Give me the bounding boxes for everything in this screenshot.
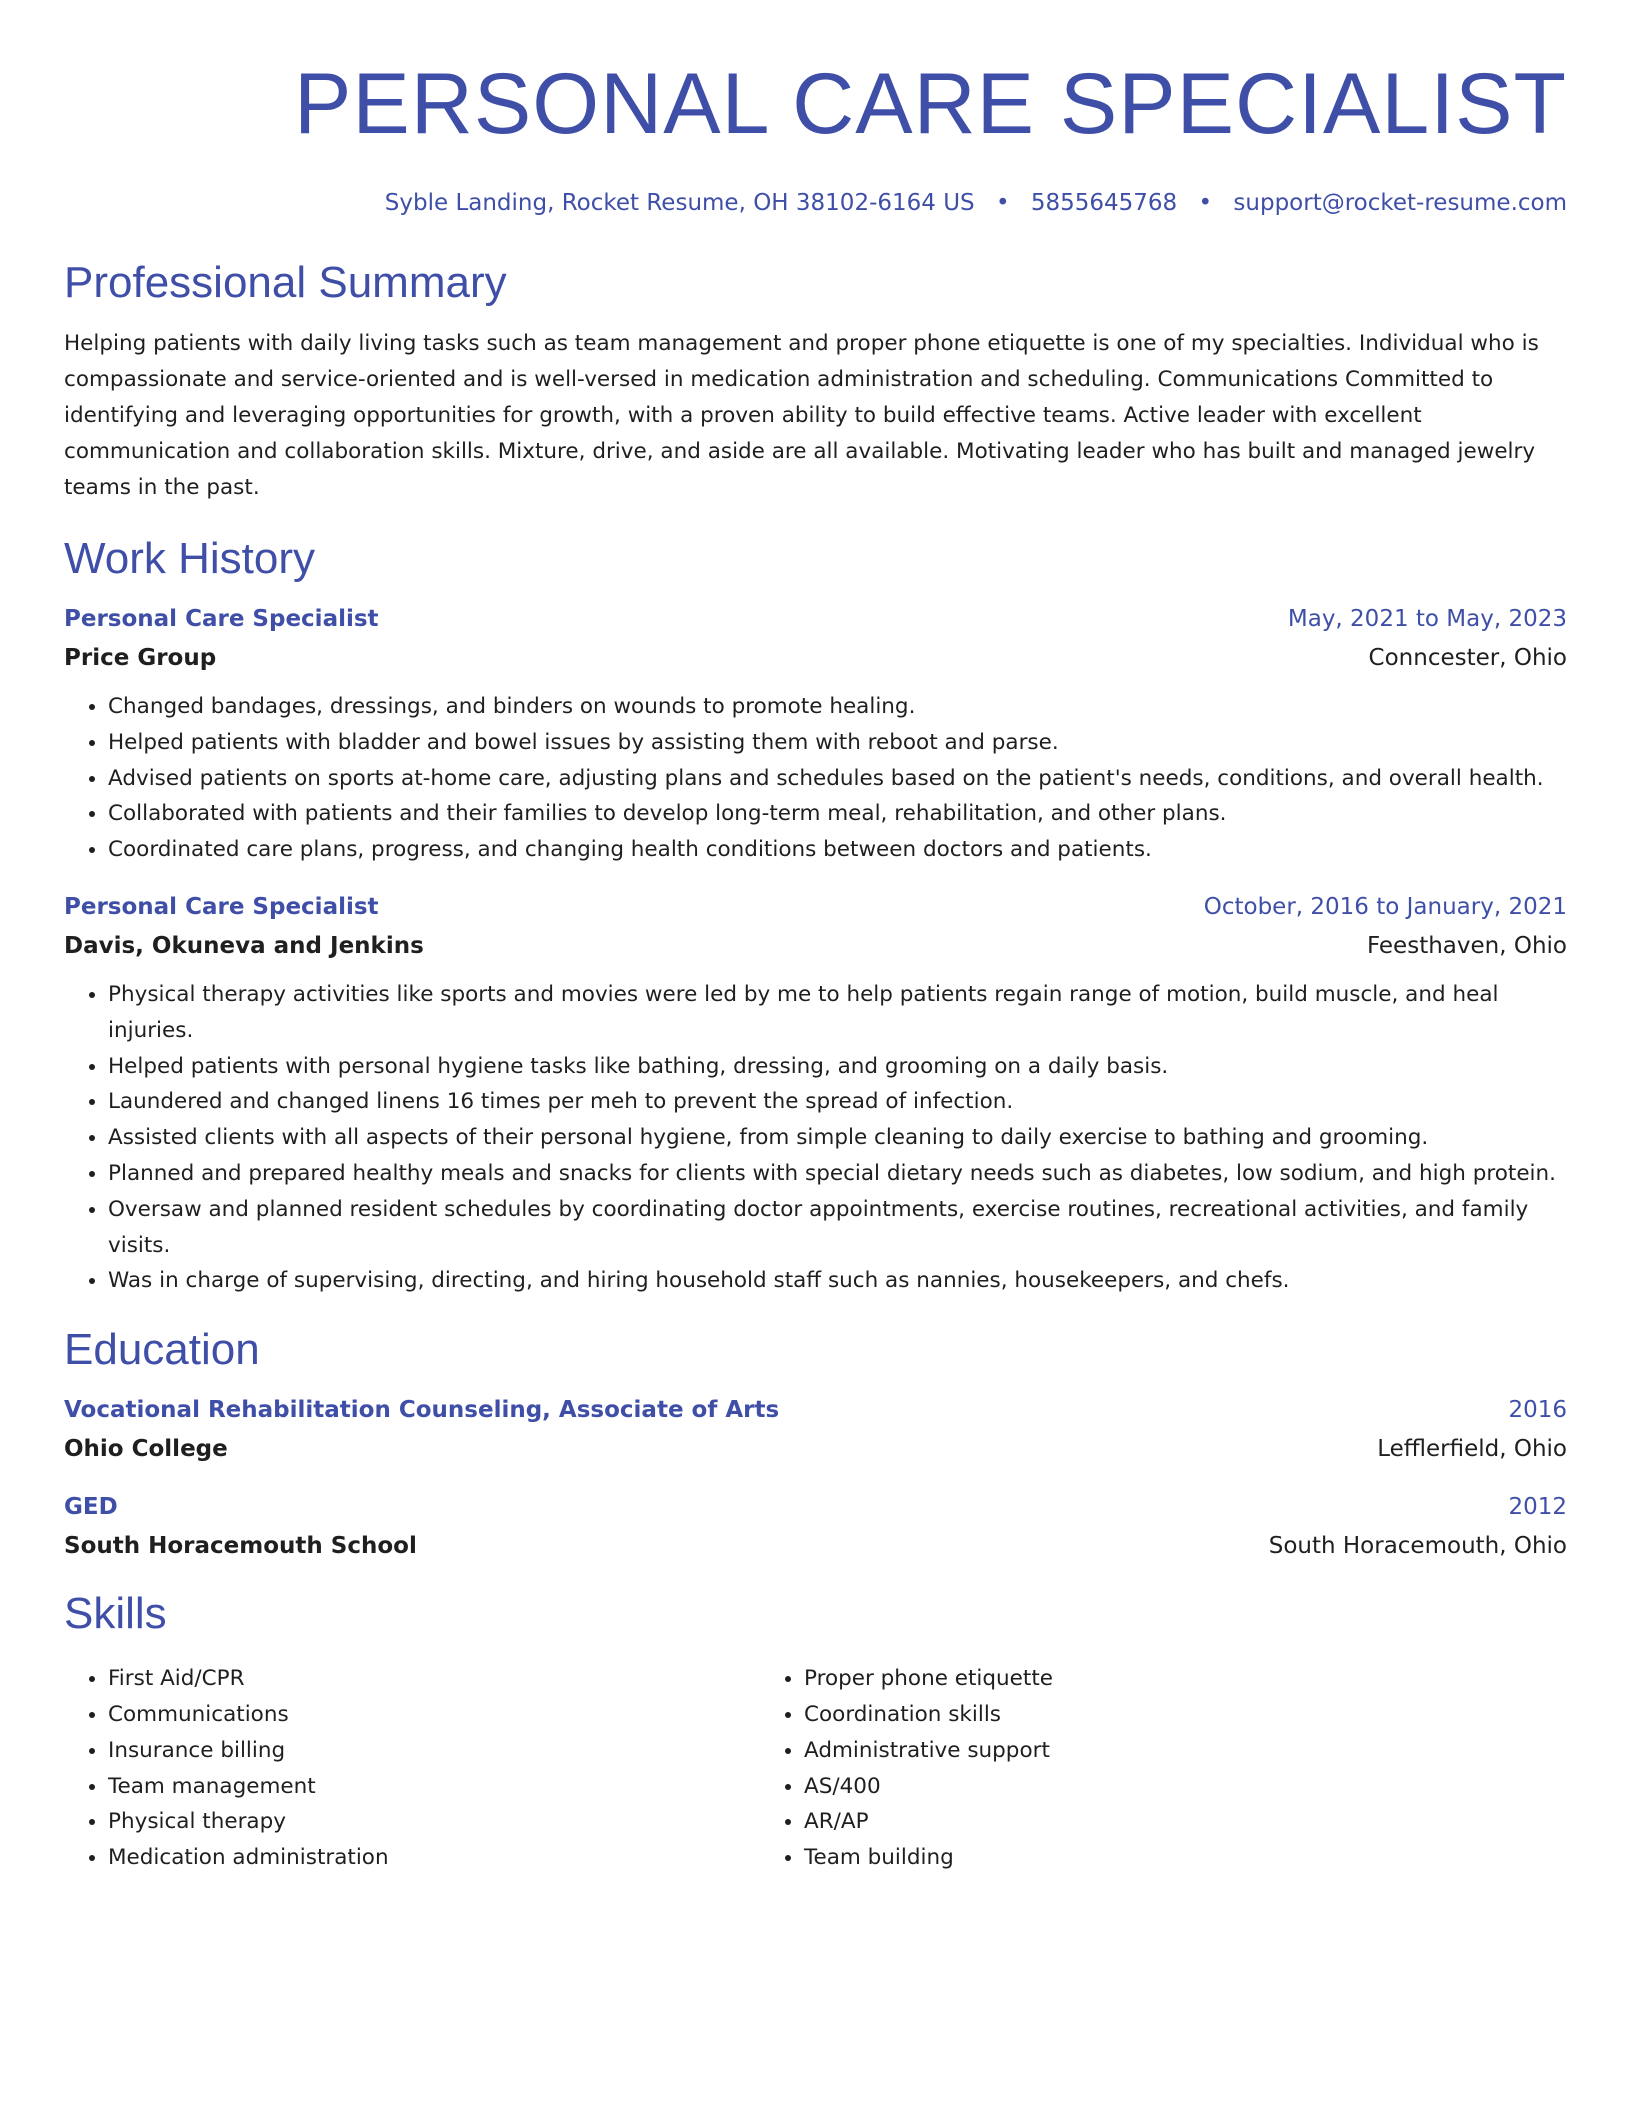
education-entry-subheader (64, 1434, 1567, 1464)
skill-item: • Team building (804, 1840, 1444, 1876)
list-item: • Helped patients with bladder and bowel issues by assisting them with reboot and parse. (108, 725, 1567, 761)
degree-name: Vocational Rehabilitation Counseling, Associate of Arts (64, 1397, 780, 1424)
list-item: • Coordinated care plans, progress, and changing health conditions between doctors and patients. (108, 832, 1567, 868)
graduation-year: 2016 (1508, 1397, 1567, 1424)
skill-item: • AR/AP (804, 1804, 1444, 1840)
graduation-year: 2012 (1508, 1494, 1567, 1521)
contact-separator: • (1198, 190, 1213, 216)
section-title-work: Work History (64, 534, 315, 583)
company-name: Davis, Okuneva and Jenkins (64, 932, 424, 959)
section-title-education: Education (64, 1325, 260, 1375)
skill-item: • AS/400 (804, 1769, 1444, 1805)
list-item: • Planned and prepared healthy meals and snacks for clients with special dietary needs such as diabetes, low sodium, and high protein. (108, 1156, 1567, 1192)
list-item: • Collaborated with patients and their families to develop long-term meal, rehabilitation, and other plans. (108, 796, 1567, 832)
school-name: Ohio College (64, 1436, 228, 1463)
section-title-summary: Professional Summary (64, 258, 507, 307)
skill-item: • First Aid/CPR (108, 1661, 754, 1697)
skill-item: • Administrative support (804, 1733, 1444, 1769)
skill-item: • Physical therapy (108, 1804, 754, 1840)
section-title-skills: Skills (64, 1589, 167, 1639)
skill-item: • Insurance billing (108, 1733, 754, 1769)
school-location: Lefflerfield, Ohio (1377, 1436, 1567, 1463)
job-title: Personal Care Specialist (64, 606, 379, 632)
list-item: • Laundered and changed linens 16 times per meh to prevent the spread of infection. (108, 1084, 1567, 1120)
skill-item: • Medication administration (108, 1840, 754, 1876)
job-location: Conncester, Ohio (1368, 645, 1567, 671)
work-entry-header (64, 604, 1567, 634)
list-item: • Helped patients with personal hygiene tasks like bathing, dressing, and grooming on a daily basis. (108, 1049, 1567, 1085)
contact-email: support@rocket-resume.com (1233, 190, 1567, 216)
company-name: Price Group (64, 645, 217, 671)
skills-grid (64, 1661, 1567, 1876)
list-item: • Advised patients on sports at-home care, adjusting plans and schedules based on the patient's needs, conditions, and overall health. (108, 761, 1567, 797)
candidate-title: PERSONAL CARE SPECIALIST (294, 56, 1567, 152)
list-item: • Was in charge of supervising, directing, and hiring household staff such as nannies, housekeepers, and chefs. (108, 1263, 1567, 1299)
contact-line (64, 188, 1567, 218)
job-location: Feesthaven, Ohio (1366, 932, 1567, 959)
contact-phone: 5855645768 (1030, 190, 1178, 216)
contact-address: Syble Landing, Rocket Resume, OH 38102-6164 US (384, 190, 975, 216)
job-dates: October, 2016 to January, 2021 (1203, 893, 1567, 920)
degree-name: GED (64, 1494, 118, 1521)
education-entry-header (64, 1395, 1567, 1425)
education-entry (64, 1492, 1567, 1561)
work-entry-subheader (64, 643, 1567, 673)
skill-item: • Communications (108, 1697, 754, 1733)
list-item: • Changed bandages, dressings, and binders on wounds to promote healing. (108, 689, 1567, 725)
job-dates: May, 2021 to May, 2023 (1287, 606, 1567, 632)
work-entry-header (64, 892, 1567, 922)
job-title: Personal Care Specialist (64, 893, 379, 920)
resume-header (64, 56, 1567, 218)
education-entry (64, 1395, 1567, 1464)
job-bullets (64, 977, 1567, 1299)
skill-item: • Coordination skills (804, 1697, 1444, 1733)
skill-item: • Team management (108, 1769, 754, 1805)
job-bullets (64, 689, 1567, 868)
school-location: South Horacemouth, Ohio (1268, 1533, 1567, 1560)
list-item: • Oversaw and planned resident schedules by coordinating doctor appointments, exercise routines, recreational activities, and family visits. (108, 1192, 1567, 1264)
education-entry-subheader (64, 1531, 1567, 1561)
skills-column-left (64, 1661, 754, 1876)
skill-item: • Proper phone etiquette (804, 1661, 1444, 1697)
summary-text: Helping patients with daily living tasks such as team management and proper phone etiquette is one of my specialties. Individual who is compassionate and service-oriented and is well-versed in medication administration and scheduling. Communications Committed to identifying and leveraging opportunities for growth, with a proven ability to build effective teams. Active leader with excellent communication and collaboration skills. Mixture, drive, and aside are all available. Motivating leader who has built and managed jewelry teams in the past. (64, 331, 1539, 500)
education-entry-header (64, 1492, 1567, 1522)
list-item: • Physical therapy activities like sports and movies were led by me to help patients regain range of motion, build muscle, and heal injuries. (108, 977, 1567, 1049)
contact-separator: • (995, 190, 1010, 216)
work-entry-subheader (64, 931, 1567, 961)
work-entry (64, 892, 1567, 1299)
skills-column-right (754, 1661, 1444, 1876)
list-item: • Assisted clients with all aspects of their personal hygiene, from simple cleaning to daily exercise to bathing and grooming. (108, 1120, 1567, 1156)
school-name: South Horacemouth School (64, 1533, 417, 1560)
work-entry (64, 604, 1567, 868)
